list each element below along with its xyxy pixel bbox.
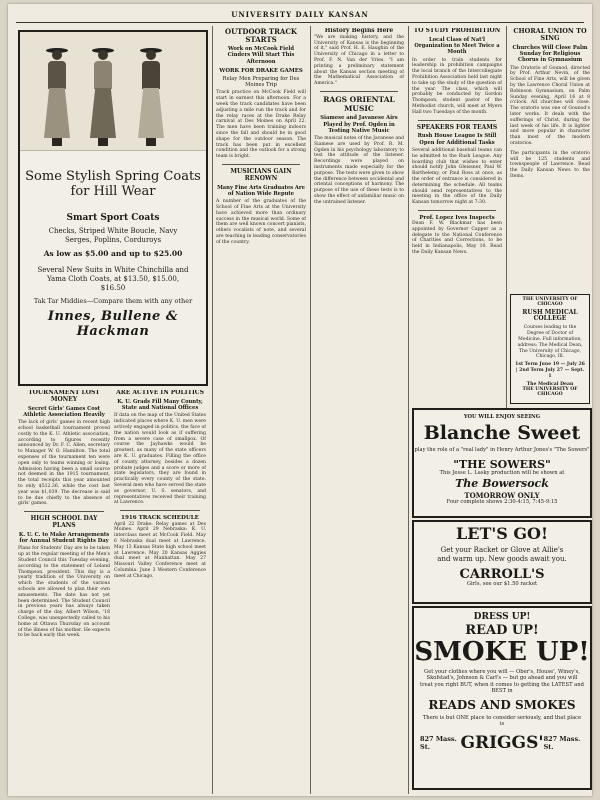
smoke-title: SMOKE UP!	[414, 637, 590, 667]
headline-choral: CHORAL UNION TO SING	[513, 28, 587, 43]
article-lopez: Dean F. W. Blackmar has been appointed by Governor Capper as a delegate to the National Conference of Charities and Corrections, to be held in Indianapolis, May 10. Read the Daily Kansan News.	[412, 221, 502, 256]
blanche-sweet-ad	[412, 408, 592, 518]
headline-lopez: Prof. Lopez Ives Inspects	[419, 214, 495, 221]
woman-figure-icon	[88, 50, 118, 146]
subhead-prohibition: Local Class of Nat'l Organization to Meet Twice a Month	[414, 36, 500, 56]
blanche-theater: The Bowersock	[455, 477, 549, 491]
article-choral-2: The participants in the oratorio will be 125 students and townspeople of Lawrence. Read the Daily Kansan News to the Items.	[510, 150, 590, 179]
headline-outdoor-track: OUTDOOR TRACK STARTS	[224, 28, 298, 45]
coat-price: As low as $5.00 and up to $25.00	[43, 249, 183, 258]
rush-medical-ad	[510, 294, 590, 404]
headline-oriental-music: RAGS ORIENTAL MUSIC	[323, 95, 395, 113]
article-tournament: The lack of girls' games in recent high school basketball tournament proved costly to the K. U. Athletic association, according to figures recently announced by Dr. F. C. Allen, secretary to Manager W. O. Hamilton. The total expenses of the tournament ten were open only to teams winning or losing. Admission having been a small source not deemed in the 1915 tournament, the total receipts this year amounted to only $512.36, while the cost last year was $1,039. The decrease is said to be due chiefly to the absence of girls' games.	[18, 420, 110, 507]
rush-dean: The Medical Dean	[526, 381, 574, 387]
subhead-politics: K. U. Grads Fill Many County, State and National Offices	[117, 398, 203, 412]
column-3	[216, 28, 306, 796]
carroll-line1: Get your Racket or Glove at Allie's	[440, 546, 564, 554]
headline-speakers: SPEAKERS FOR TEAMS	[416, 123, 498, 131]
headline-politics: ARE ACTIVE IN POLITICS	[116, 390, 204, 396]
carroll-tag: Girls, see our $1.50 racket	[466, 581, 538, 587]
carrolls-ad	[412, 520, 592, 604]
blanche-show: "THE SOWERS"	[453, 457, 551, 471]
column-4	[314, 28, 404, 796]
smoke-name: GRIGGS'	[460, 733, 544, 754]
subhead-outdoor-track: Work on McCook Field Cinders Will Start This Afternoon	[227, 46, 295, 65]
column-divider	[408, 26, 409, 794]
blanche-studio: This Jesse L. Lasky production will be shown at	[439, 469, 565, 476]
store-signature: Innes, Bullene & Hackman	[47, 309, 179, 339]
column-divider	[506, 26, 507, 456]
subhead-drake-games: WORK FOR DRAKE GAMES	[219, 67, 303, 74]
new-suits: Several New Suits in White Chinchilla and Yama Cloth Coats, at $13.50, $15.00, $16.50	[37, 266, 189, 292]
fashion-headline: Some Stylish Spring Coats for Hill Wear	[25, 169, 201, 199]
smoke-addr2: 827 Mass. St.	[543, 735, 581, 752]
rush-bottom: THE UNIVERSITY OF CHICAGO	[522, 386, 578, 398]
article-politics: If data on the map of the United States indicated places where K. U. men were actively engaged in politics, the face of the nation would look as if suffering from a severe case of smallpox. Of course the Jayhawks would be greatest, as many of the state officers are K. U. graduates. Filling the office of county attorney, besides a dozen probate judges and a score or more of state legislators, they are found in practically every county of the state. Several men who have served the state as governor, U. S. senators, and representatives received their training at Lawrence.	[114, 413, 206, 506]
middies-compare: Tak Tar Middies—Compare them with any other	[33, 297, 193, 305]
smoke-addr1: 827 Mass. St.	[420, 735, 457, 752]
rush-top: THE UNIVERSITY OF CHICAGO	[522, 297, 578, 308]
coat-fabrics: Checks, Striped White Boucle, Navy Serges, Poplins, Corduroys	[48, 227, 178, 244]
article-choral: The Oratorio of Gounod, directed by Prof. Arthur Nevin, of the School of Fine Arts, will be given by the Lawrence Choral Union at Robinson Gymnasium, on Palm Sunday evening, April 16 at 8 o'clock. All churches will close. The oratorio was one of Gounod's later works. It deals with the sufferings of Christ, during the last week of his life. It is lighter and more popular in character than most of the modern oratorios.	[510, 65, 590, 146]
newspaper-page	[8, 4, 592, 796]
column-divider	[212, 26, 213, 794]
rush-body: Courses leading to the Degree of Doctor of Medicine. Full information, address: The Medical Dean, The University of Chicago, Chicago, Ill.	[517, 325, 583, 360]
subhead-choral: Churches Will Close Palm Sunday for Religious Chorus in Gymnasium	[512, 44, 588, 64]
smoke-read: READ UP!	[465, 623, 539, 638]
headline-musicians: MUSICIANS GAIN RENOWN	[230, 168, 292, 182]
fashion-illustration	[20, 32, 206, 151]
column-2	[114, 390, 206, 790]
headline-student-day: HIGH SCHOOL DAY PLANS	[30, 515, 98, 530]
woman-figure-icon	[136, 50, 166, 146]
article-outdoor-track: Track practice on McCook Field will start in earnest this afternoon. For a week the track candidates have been adjusting a mile run the track and for the relay races at the Drake Relay carnival at Des Moines on April 22. The men have been training indoors since the fall and should be in good shape for the outdoor season. The track has been put in excellent condition and the outlook for a strong team is bright.	[216, 90, 306, 160]
blanche-sub: play the role of a "real lady" in Henry Arthur Jones's "The Sowers"	[414, 447, 590, 454]
carroll-shop: CARROLL'S	[459, 567, 545, 582]
headline-tournament: TOURNAMENT LOST MONEY	[28, 390, 100, 403]
rush-title: RUSH MEDICAL COLLEGE	[522, 308, 578, 323]
headline-prohibition: TO STUDY PROHIBITION	[413, 28, 501, 34]
blanche-intro: YOU WILL ENJOY SEEING	[463, 414, 541, 420]
smoke-body: Get your clothes where you will — Ober's, House', Winey's, Skofstad's, Johnson & Carl's — but go ahead and you will treat you right BUT, when it comes to getting the LATEST and BEST in	[420, 669, 584, 695]
griggs-smoke-ad	[412, 606, 592, 790]
column-divider	[310, 26, 311, 794]
smart-coats-label: Smart Sport Coats	[66, 213, 160, 223]
smoke-one: There is but ONE place to consider seriously, and that place is	[422, 714, 582, 728]
headline-history: History Begins Here	[324, 28, 394, 34]
column-5	[412, 28, 502, 428]
carroll-title: LET'S GO!	[456, 524, 548, 543]
smoke-pre: DRESS UP!	[473, 612, 531, 622]
article-speakers: Several additional baseball teams can be admitted to the Rush League. Any boarding club that wishes to enter should notify John Gleissner, Paul W. Barthelemy, or Paul Ross at once, as the order of entrance is considered in determining the schedule. All teams should send representatives to the meeting in the office of the Daily Kansan tomorrow night at 7:30.	[412, 147, 502, 206]
subhead-relay-men: Relay Men Preparing for Des Moines Trip	[222, 76, 300, 89]
headline-track-schedule: 1916 TRACK SCHEDULE	[121, 515, 199, 522]
blanche-title: Blanche Sweet	[423, 422, 581, 445]
column-1	[18, 390, 110, 790]
smoke-rs: READS AND SMOKES	[428, 697, 576, 712]
woman-figure-icon	[42, 50, 72, 146]
subhead-tournament: Secret Girls' Games Cost Athletic Association Heavily	[23, 405, 105, 419]
article-history: "We are making history, and the University of Kansas is the beginning of it," said Prof. H. E. Haughin of the University of Chicago in a letter to Prof. F. N. Van der Vries. "I am printing a preliminary statement about the Kansas section meeting of the Mathematical Association of America."	[314, 34, 404, 87]
subhead-speakers: Rush House League Is Still Open for Additional Tasks	[417, 133, 497, 146]
article-oriental-music: The musical notes of the Javanese and Siamese are used by Prof. R. M. Ogden in his psychology laboratory to test the attitude of the listener. Recordings were played on instruments made especially for the purpose. The tests were given to show the difference between occidental and oriental conceptions of harmony. The purpose of the use of these tests is to show the effect of unfamiliar music on the untrained listener.	[314, 136, 404, 205]
subhead-student-day: K. U. C. to Make Arrangements for Annual Student Rights Day	[18, 531, 110, 545]
track-schedule: April 22 Drake: Relay games at Des Moines. April 29 Nebraska: K. U. interclass meet at McCook Field. May 6 Nebraska dual meet at Lawrence. May 13 Kansas State high school meet at Lawrence. May 20 Kansas Aggies dual meet at Manhattan. May 27 Missouri Valley Conference meet at Columbia. June 3 Western Conference meet at Chicago.	[114, 521, 206, 579]
subhead-musicians: Many Fine Arts Graduates Are of Nation Wide Repute	[217, 184, 305, 198]
masthead: UNIVERSITY DAILY KANSAN	[231, 10, 369, 19]
carroll-line2: and warm up. New goods await you.	[437, 555, 567, 563]
masthead-rule	[16, 22, 584, 23]
subhead-oriental-music: Siamese and Javanese Airs Played by Prof. Ogden in Testing Native Music	[320, 115, 398, 134]
column-6	[510, 28, 590, 290]
fashion-ad	[18, 30, 208, 386]
smoke-footer	[420, 733, 584, 753]
blanche-when: TOMORROW ONLY	[464, 491, 540, 501]
article-student-day: Plans for Students' Day are to be taken up at the regular meeting of the Men's Student Council this Tuesday evening, according to the statement of Leland Thompson, president. This day is a yearly tradition of the University on which the students of the various schools are allowed to plan their own amusements. The date has not yet been determined. The Student Council in previous years has always taken charge of the day. Albert Wilson, '18 College, was unexpectedly called to his home at Ottawa Thursday on account of the illness of his mother. He expects to be back early this week.	[18, 546, 110, 639]
rush-quarters: 1st Term June 19 — July 26 | 2nd Term July 27 — Sept. 1	[515, 362, 585, 379]
blanche-times: Four complete shows 2:30-4:15, 7:45-9:15	[446, 499, 558, 506]
article-prohibition: In order to train students for leadership in prohibition campaigns the local branch of the Intercollegiate Prohibition Association held last night to take up the study of the question of the year. The class, which will probably be conducted by Gordon Thompson, student pastor of the Methodist church, will meet at Myers Hall two Tuesdays of the month.	[412, 57, 502, 115]
article-musicians: A number of the graduates of the School of Fine Arts at the University have achieved more than ordinary success in the musical world. Some of them are well known concert pianists, others vocalists of note, and several are teaching in leading conservatories of the country.	[216, 199, 306, 245]
